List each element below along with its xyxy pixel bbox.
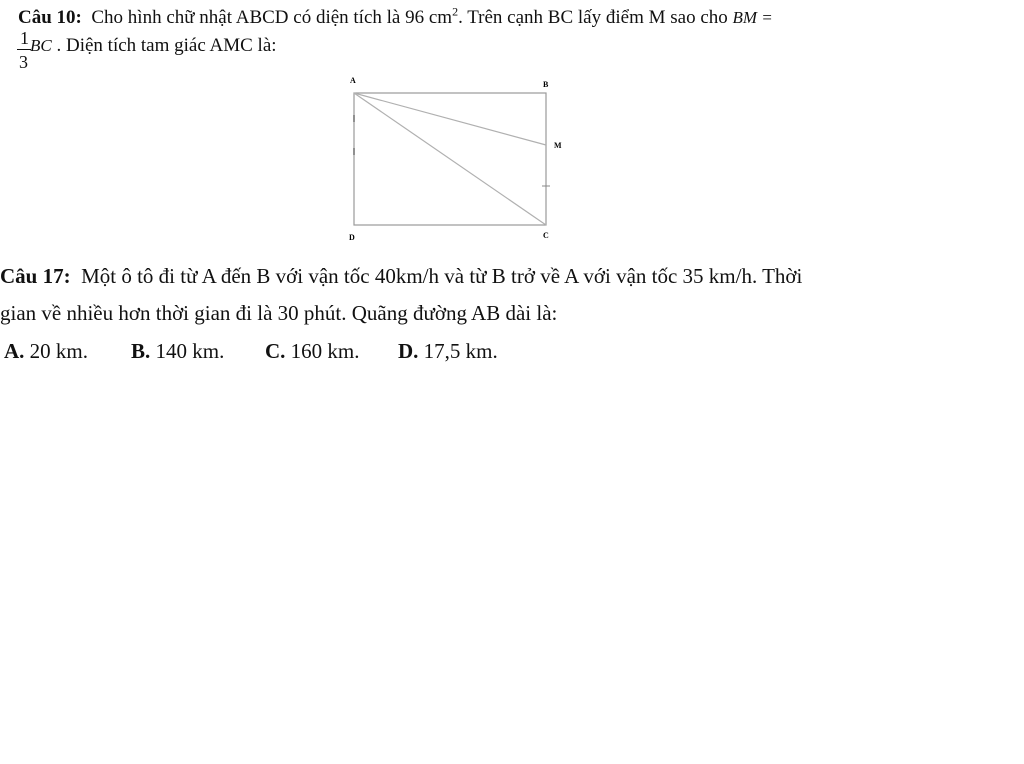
q10-fraction-numerator: 1 [20, 28, 29, 48]
q10-text-after: . Trên cạnh BC lấy điểm M sao cho [458, 7, 728, 28]
point-c-label: C [543, 231, 549, 240]
option-c-text: 160 km. [290, 339, 360, 363]
point-m-label: M [554, 141, 562, 150]
q10-fraction-bar [17, 49, 31, 50]
q17-option-d [398, 339, 498, 364]
q10-bc-expression: BC [30, 36, 52, 55]
q17-line2: gian về nhiều hơn thời gian đi là 30 phút. Quãng đường AB dài là: [0, 301, 558, 325]
rectangle-diagram [340, 70, 570, 250]
q17-option-c [265, 339, 360, 364]
q10-line2-text: . Diện tích tam giác AMC là: [56, 35, 277, 56]
q10-label: Câu 10: [18, 7, 82, 28]
option-a-letter: A. [4, 339, 25, 363]
q10-text-before: Cho hình chữ nhật ABCD có diện tích là 96 cm [91, 7, 453, 28]
q17-line1-text: Một ô tô đi từ A đến B với vận tốc 40km/h và từ B trở về A với vận tốc 35 km/h. Thời [81, 264, 803, 288]
segment-ac [354, 93, 546, 225]
option-d-letter: D. [398, 339, 419, 363]
q17-label: Câu 17: [0, 264, 71, 288]
q10-fraction-denominator: 3 [19, 52, 28, 72]
option-b-text: 140 km. [155, 339, 225, 363]
q17-option-b [131, 339, 224, 364]
q10-line1 [18, 4, 773, 29]
option-d-text: 17,5 km. [423, 339, 498, 363]
q10-bm-expression: BM = [732, 8, 773, 27]
rectangle-figure [340, 70, 570, 250]
option-a-text: 20 km. [29, 339, 89, 363]
option-b-letter: B. [131, 339, 151, 363]
q17-line1 [0, 264, 802, 289]
point-d-label: D [349, 233, 355, 242]
point-a-label: A [350, 76, 356, 85]
segment-am [354, 93, 546, 145]
option-c-letter: C. [265, 339, 286, 363]
q10-line2 [30, 35, 277, 57]
q17-option-a [4, 339, 88, 364]
point-b-label: B [543, 80, 549, 89]
q10-superscript: 2 [452, 4, 459, 19]
